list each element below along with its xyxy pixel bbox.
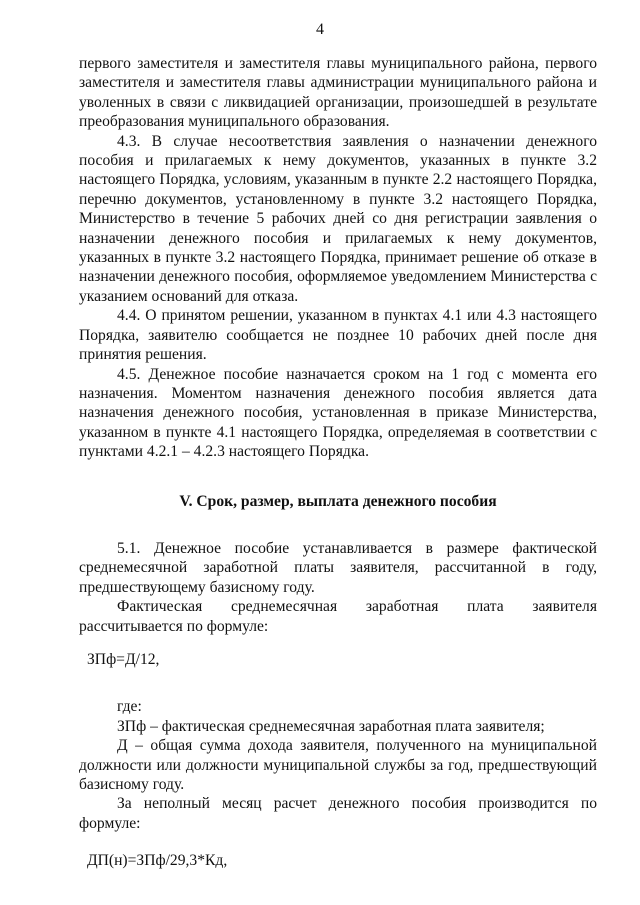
paragraph-formula-intro: Фактическая среднемесячная заработная плата заявителя рассчитывается по формуле: xyxy=(79,598,597,635)
section-heading: V. Срок, размер, выплата денежного пособия xyxy=(179,492,497,510)
paragraph-4-5: 4.5. Денежное пособие назначается сроком на 1 год с момента его назначения. Моментом назначения денежного пособия является дата назначения денежного пособия, установленная в приказе Министерства, указанном в пункте 4.1 настоящего Порядка, определяемая в соответствии с пунктами 4.2.1 – 4.2.3 настоящего Порядка. xyxy=(79,365,597,461)
definition-zpf: ЗПф – фактическая среднемесячная заработная плата заявителя; xyxy=(117,717,545,735)
paragraph-5-1: 5.1. Денежное пособие устанавливается в размере фактической среднемесячной заработной платы заявителя, рассчитанной в году, предшествующему базисному году. xyxy=(79,539,597,596)
where-label: где: xyxy=(117,698,142,716)
formula-incomplete-month: ДП(н)=ЗПф/29,3*Кд, xyxy=(87,852,228,870)
paragraph-4-3: 4.3. В случае несоответствия заявления о назначении денежного пособия и прилагаемых к нему документов, указанных в пункте 3.2 настоящего Порядка, условиям, указанным в пункте 2.2 настоящего Порядка, перечню документов, установленному в пункте 3.2 настоящего Порядка, Министерство в течение 5 рабочих дней со дня регистрации заявления о назначении денежного пособия и прилагаемых к нему документов, указанных в пункте 3.2 настоящего Порядка, принимает решение об отказе в назначении денежного пособия, оформляемое уведомлением Министерства с указанием оснований для отказа. xyxy=(79,132,597,305)
paragraph-continuation: первого заместителя и заместителя главы муниципального района, первого заместителя и заместителя главы администрации муниципального района и уволенных в связи с ликвидацией организации, произошедшей в результате преобразования муниципального образования. xyxy=(79,55,597,131)
paragraph-4-4: 4.4. О принятом решении, указанном в пунктах 4.1 или 4.3 настоящего Порядка, заявителю сообщается не позднее 10 рабочих дней после дня принятия решения. xyxy=(79,307,597,364)
page-number: 4 xyxy=(316,21,324,38)
formula-salary: ЗПф=Д/12, xyxy=(87,650,160,668)
definition-d: Д – общая сумма дохода заявителя, полученного на муниципальной должности или должности муниципальной службы за год, предшествующий базисному году. xyxy=(79,737,597,793)
document-body xyxy=(79,54,597,871)
paragraph-incomplete-month: За неполный месяц расчет денежного пособия производится по формуле: xyxy=(79,795,597,832)
